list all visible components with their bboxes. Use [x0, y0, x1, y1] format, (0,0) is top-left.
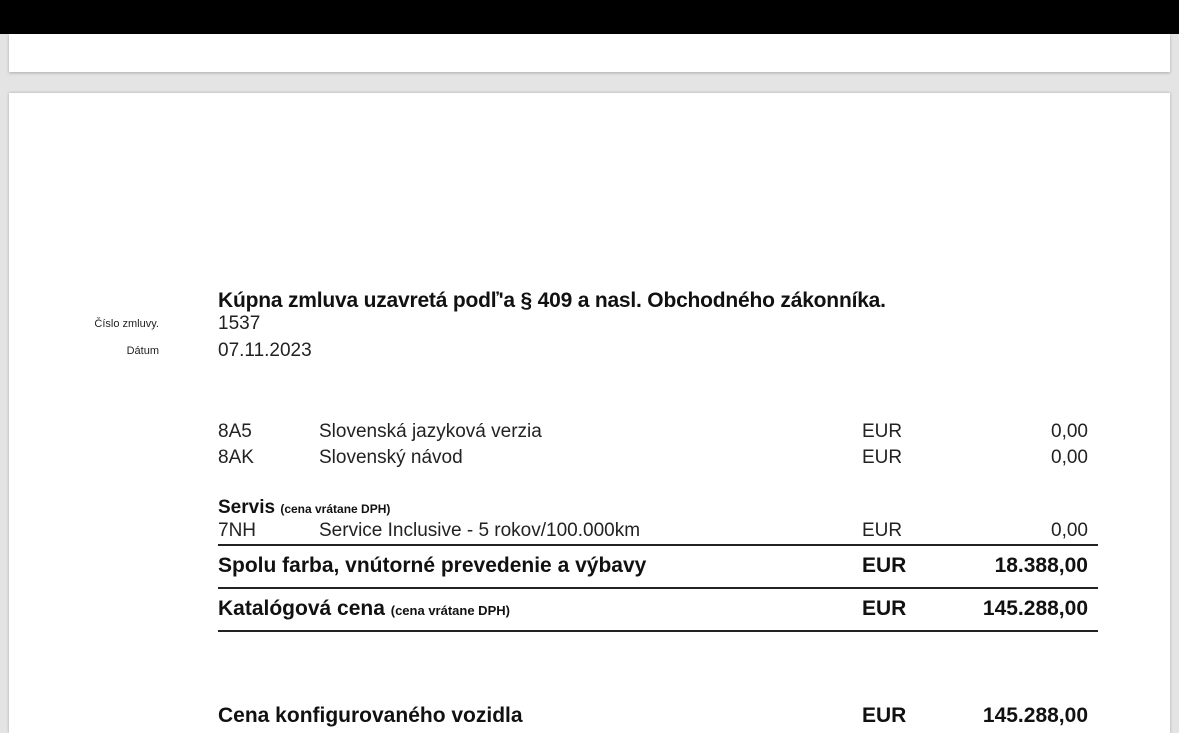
- date-value: 07.11.2023: [218, 340, 312, 361]
- item-currency: EUR: [862, 447, 903, 468]
- service-heading: [218, 497, 390, 519]
- divider: [218, 630, 1098, 632]
- item-description: Slovenská jazyková verzia: [319, 421, 542, 442]
- subtotal-currency: EUR: [862, 554, 907, 577]
- viewer-top-bar: [0, 0, 1179, 34]
- catalog-price-label: [218, 597, 510, 621]
- date-label: Dátum: [126, 345, 159, 357]
- item-description: Slovenský návod: [319, 447, 463, 468]
- item-code: 8A5: [218, 421, 252, 442]
- service-heading-text: Servis: [218, 497, 276, 518]
- catalog-price-currency: EUR: [862, 597, 907, 620]
- subtotal-amount: 18.388,00: [994, 554, 1088, 577]
- divider: [218, 544, 1098, 546]
- service-currency: EUR: [862, 520, 903, 541]
- catalog-price-note: (cena vrátane DPH): [390, 603, 510, 618]
- configured-price-label: Cena konfigurovaného vozidla: [218, 704, 523, 727]
- configured-price-currency: EUR: [862, 704, 907, 727]
- service-description: Service Inclusive - 5 rokov/100.000km: [319, 520, 641, 541]
- contract-number-value: 1537: [218, 313, 261, 334]
- divider: [218, 587, 1098, 589]
- previous-page: [9, 34, 1170, 72]
- configured-price-amount: 145.288,00: [982, 704, 1088, 727]
- service-code: 7NH: [218, 520, 257, 541]
- contract-title: Kúpna zmluva uzavretá podľ'a § 409 a nasl. Obchodného zákonníka.: [218, 289, 886, 312]
- catalog-price-label-text: Katalógová cena: [218, 597, 385, 620]
- subtotal-label: Spolu farba, vnútorné prevedenie a výbavy: [218, 554, 647, 577]
- item-amount: 0,00: [1051, 447, 1088, 468]
- item-amount: 0,00: [1051, 421, 1088, 442]
- contract-number-label: Číslo zmluvy.: [94, 318, 159, 330]
- item-currency: EUR: [862, 421, 903, 442]
- document-page: [9, 93, 1170, 733]
- catalog-price-amount: 145.288,00: [982, 597, 1088, 620]
- service-heading-note: (cena vrátane DPH): [280, 502, 391, 516]
- service-amount: 0,00: [1051, 520, 1088, 541]
- item-code: 8AK: [218, 447, 254, 468]
